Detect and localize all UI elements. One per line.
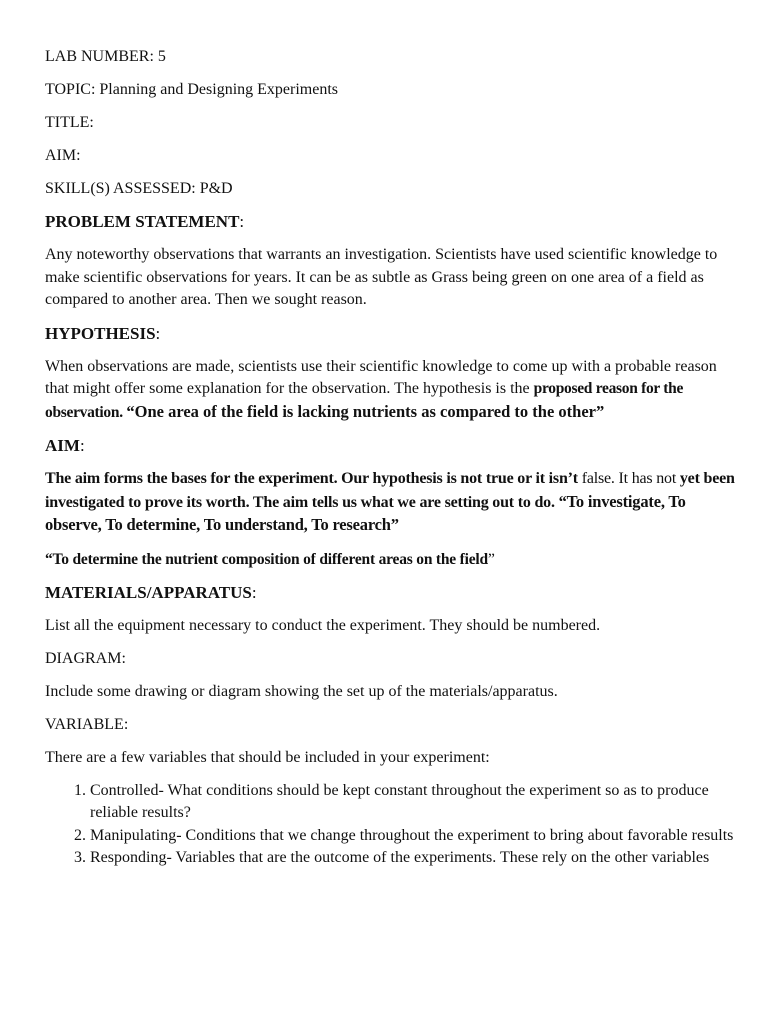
materials-colon: :: [251, 582, 257, 602]
hypothesis-colon: :: [155, 323, 161, 343]
diagram-text: Include some drawing or diagram showing the set up of the materials/apparatus.: [45, 682, 558, 700]
hypothesis-text: [45, 356, 735, 425]
aim-colon: :: [79, 436, 85, 455]
topic-line: TOPIC: Planning and Designing Experiments: [45, 81, 339, 98]
aim-heading-text: AIM: [45, 436, 80, 455]
problem-statement-colon: :: [239, 212, 245, 231]
aim-heading: [45, 435, 735, 457]
hypothesis-quote: “One area of the field is lacking nutrients as compared to the other”: [126, 401, 605, 421]
hypothesis-heading-text: HYPOTHESIS: [45, 323, 156, 343]
document-page: [45, 46, 735, 870]
title-line: TITLE:: [45, 114, 94, 131]
diagram-heading: DIAGRAM:: [45, 649, 126, 667]
list-item: 1. Controlled- What conditions should be kept constant throughout the experiment so as to produce reliable results?: [90, 780, 735, 825]
list-item: 3. Responding- Variables that are the outcome of the experiments. These rely on the other variables: [90, 847, 735, 870]
skills-line: SKILL(S) ASSESSED: P&D: [45, 180, 233, 197]
materials-heading: [45, 582, 735, 604]
variable-list: [45, 780, 735, 870]
variable-intro: There are a few variables that should be included in your experiment:: [45, 748, 490, 766]
materials-heading-text: MATERIALS/APPARATUS: [45, 582, 252, 602]
problem-statement-text: Any noteworthy observations that warrants an investigation. Scientists have used scientific knowledge to make scientific observations for years. It can be as subtle as Grass being green on one area of a field as compared to another area. Then we sought reason.: [45, 246, 718, 308]
hypothesis-body: When observations are made, scientists use their scientific knowledge to come up with a probable reason that might offer some explanation for the observation. The hypothesis is the: [45, 357, 717, 397]
materials-text: List all the equipment necessary to conduct the experiment. They should be numbered.: [45, 616, 601, 634]
aim-quote: “To investigate, To observe, To determine, To understand, To research”: [45, 491, 686, 534]
aim-example-end: ”: [487, 550, 495, 568]
lab-number: LAB NUMBER: 5: [45, 48, 166, 65]
list-item: 2. Manipulating- Conditions that we change throughout the experiment to bring about favorable results: [90, 825, 735, 848]
problem-statement-heading: [45, 211, 735, 233]
hypothesis-heading: [45, 323, 735, 345]
aim-body-c: yet been investigated to prove its worth. The aim tells us what we are setting out to do.: [45, 470, 735, 511]
aim-body-b: false. It has not: [581, 470, 677, 487]
aim-line: AIM:: [45, 147, 81, 164]
aim-example: [45, 549, 735, 571]
aim-body-a: The aim forms the bases for the experiment. Our hypothesis is not true or it isn’t: [45, 470, 582, 487]
aim-example-text: “To determine the nutrient composition of different areas on the field: [45, 550, 488, 568]
hypothesis-body-bold: proposed reason for the observation.: [45, 380, 684, 421]
variable-heading: VARIABLE:: [45, 715, 129, 733]
aim-text: [45, 468, 735, 538]
problem-statement-heading-text: PROBLEM STATEMENT: [45, 212, 240, 231]
